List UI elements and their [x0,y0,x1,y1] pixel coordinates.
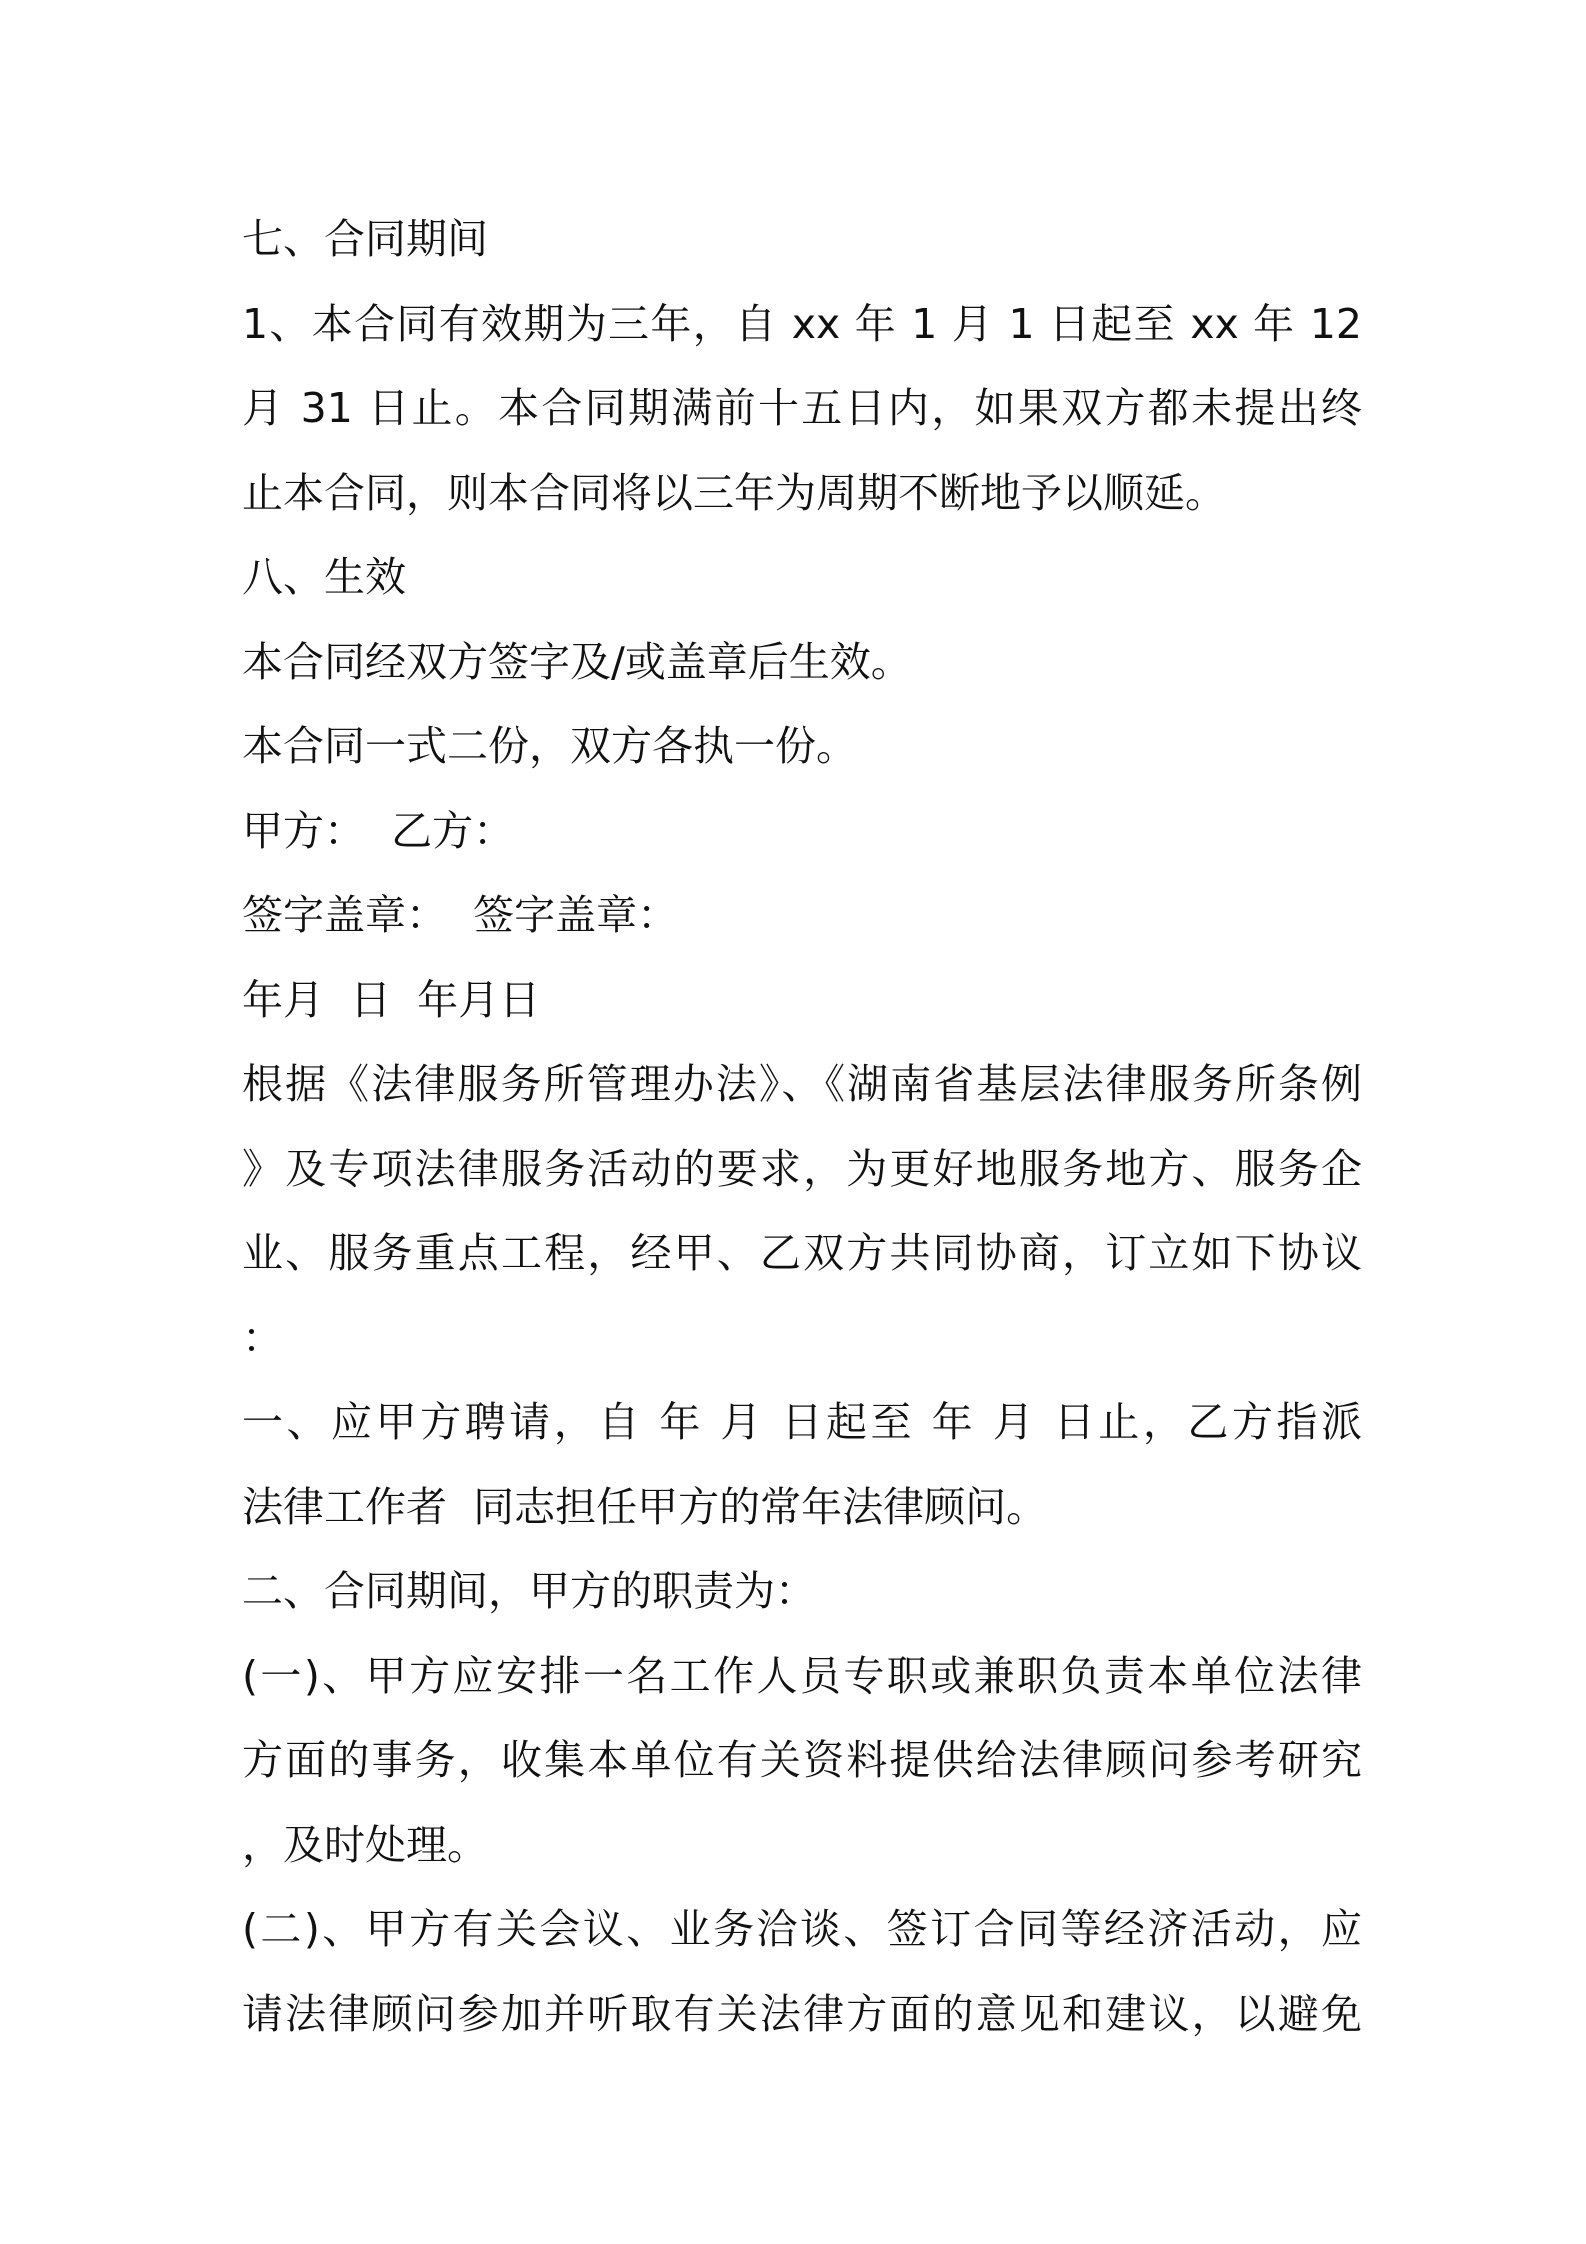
paragraph-line: 一、应甲方聘请，自 年 月 日起至 年 月 日止，乙方指派 [242,1398,1362,1446]
paragraph-line: 本合同一式二份，双方各执一份。 [242,722,857,770]
paragraph-line: 法律工作者 同志担任甲方的常年法律顾问。 [242,1482,1048,1531]
section-heading-7: 七、合同期间 [242,215,488,263]
paragraph-line: 》及专项法律服务活动的要求，为更好地服务地方、服务企 [242,1144,1362,1193]
section-heading-2: 二、合同期间，甲方的职责为： [242,1567,816,1615]
paragraph-line: (一)、甲方应安排一名工作人员专职或兼职负责本单位法律 [242,1651,1362,1700]
paragraph-line: 根据《法律服务所管理办法》、《湖南省基层法律服务所条例 [242,1060,1362,1108]
section-heading-8: 八、生效 [242,553,406,601]
paragraph-line: 止本合同，则本合同将以三年为周期不断地予以顺延。 [242,468,1226,517]
paragraph-line: ： [242,1313,283,1362]
signature-line: 签字盖章： 签字盖章： [242,891,679,939]
document-body [242,197,1362,2056]
paragraph-line: 本合同经双方签字及/或盖章后生效。 [242,637,912,686]
paragraph-line: 请法律顾问参加并听取有关法律方面的意见和建议，以避免 [242,1989,1362,2038]
date-line: 年月 日 年月日 [242,975,541,1024]
paragraph-line: ，及时处理。 [242,1820,488,1869]
paragraph-line: 业、服务重点工程，经甲、乙双方共同协商，订立如下协议 [242,1229,1362,1277]
paragraph-line: (二)、甲方有关会议、业务洽谈、签订合同等经济活动，应 [242,1905,1362,1953]
paragraph-line: 月 31 日止。本合同期满前十五日内，如果双方都未提出终 [242,384,1362,432]
party-line: 甲方： 乙方： [242,806,515,855]
paragraph-line: 方面的事务，收集本单位有关资料提供给法律顾问参考研究 [242,1736,1362,1784]
paragraph-line: 1、本合同有效期为三年，自 xx 年 1 月 1 日起至 xx 年 12 [242,299,1362,348]
